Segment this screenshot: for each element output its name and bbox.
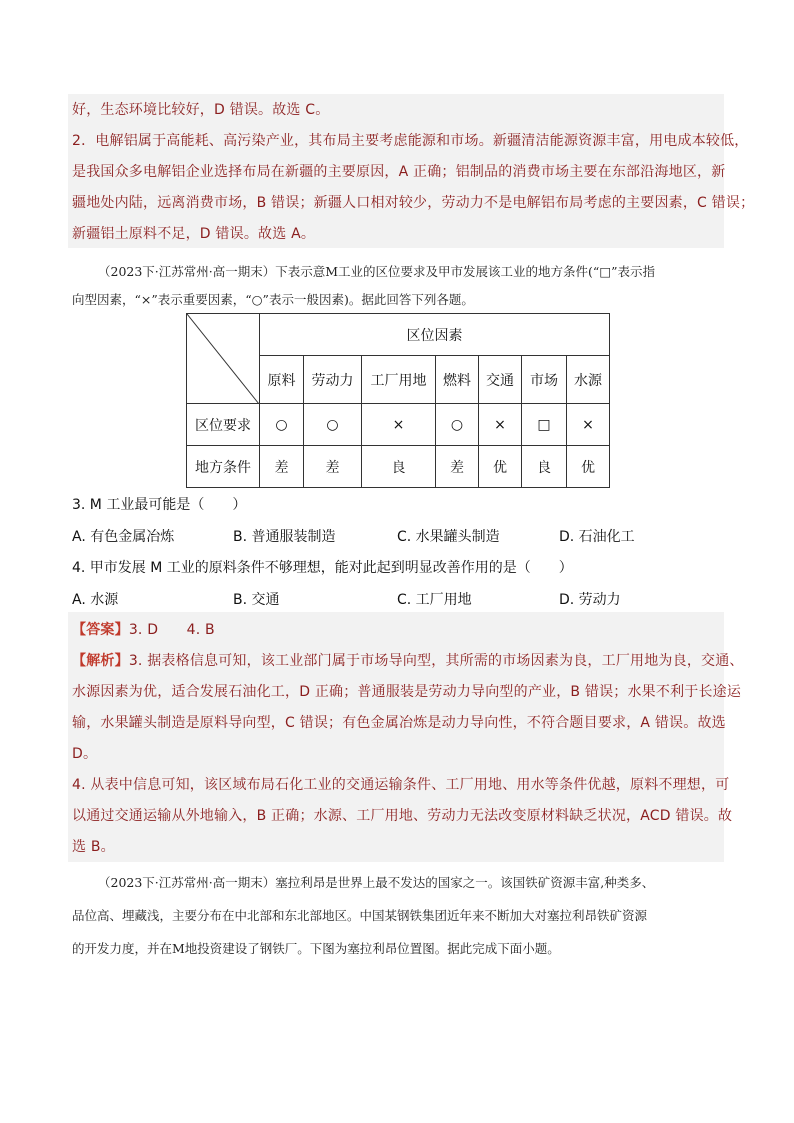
intro-line: （2023下·江苏常州·高一期末）下表示意M工业的区位要求及甲市发展该工业的地方条件(“□”表示指 (98, 264, 656, 279)
diagonal-line (187, 314, 259, 404)
analysis-line (72, 646, 744, 677)
table-cell: 差 (260, 446, 304, 488)
question-4-option-d: D. 劳动力 (559, 592, 621, 608)
analysis-line: D。 (72, 746, 98, 762)
question-3-option-a: A. 有色金属冶炼 (72, 529, 175, 545)
column-header: 市场 (522, 356, 567, 404)
table-cell: ○ (304, 404, 362, 446)
answer-line (72, 615, 215, 646)
question-intro (72, 258, 732, 314)
analysis-line: 4. 从表中信息可知，该区域布局石化工业的交通运输条件、工厂用地、用水等条件优越，原料不理想，可 (72, 777, 730, 793)
analysis-line: 以通过交通运输从外地输入，B 正确；水源、工厂用地、劳动力无法改变原材料缺乏状况，ACD 错误。故 (72, 808, 733, 824)
column-header: 原料 (260, 356, 304, 404)
question-4-option-c: C. 工厂用地 (397, 592, 472, 608)
column-header: 燃料 (436, 356, 479, 404)
row-label: 区位要求 (187, 404, 260, 446)
intro-line: 向型因素，“×”表示重要因素，“○”表示一般因素)。据此回答下列各题。 (72, 292, 474, 307)
intro-line: （2023下·江苏常州·高一期末）塞拉利昂是世界上最不发达的国家之一。该国铁矿资源丰富,种类多、 (98, 875, 655, 890)
table-cell: 良 (522, 446, 567, 488)
intro-line: 的开发力度，并在M地投资建设了钢铁厂。下图为塞拉利昂位置图。据此完成下面小题。 (72, 941, 560, 956)
answer-analysis-block (68, 612, 744, 862)
table-cell: □ (522, 404, 567, 446)
table-cell: 差 (304, 446, 362, 488)
analysis-line: 水源因素为优，适合发展石油化工，D 正确；普通服装是劳动力导向型的产业，B 错误；水果不利于长途运 (72, 684, 742, 700)
explanation-line: 新疆铝土原料不足，D 错误。故选 A。 (72, 226, 316, 242)
table-cell: 优 (479, 446, 522, 488)
table-cell: × (362, 404, 436, 446)
question-4-option-a: A. 水源 (72, 592, 119, 608)
question-4-option-b: B. 交通 (233, 592, 280, 608)
table-cell: × (567, 404, 610, 446)
column-header: 水源 (567, 356, 610, 404)
question-3-stem: 3. M 工业最可能是（ ） (72, 497, 247, 513)
answer-tag: 【答案】 (72, 622, 129, 638)
column-header: 工厂用地 (362, 356, 436, 404)
intro-line: 品位高、埋藏浅，主要分布在中北部和东北部地区。中国某钢铁集团近年来不断加大对塞拉利昂铁矿资源 (72, 908, 648, 923)
question-4-stem: 4. 甲市发展 M 工业的原料条件不够理想，能对此起到明显改善作用的是（ ） (72, 560, 573, 576)
question-intro-2 (72, 866, 732, 965)
question-3-option-d: D. 石油化工 (559, 529, 635, 545)
answer-value: 3. D 4. B (128, 622, 215, 638)
analysis-line: 选 B。 (72, 839, 115, 855)
question-3-option-c: C. 水果罐头制造 (397, 529, 500, 545)
table-cell: 良 (362, 446, 436, 488)
group-header: 区位因素 (260, 314, 610, 356)
column-header: 交通 (479, 356, 522, 404)
table-row (187, 404, 610, 446)
explanation-block (68, 94, 755, 248)
column-header: 劳动力 (304, 356, 362, 404)
row-label: 地方条件 (187, 446, 260, 488)
analysis-line: 输，水果罐头制造是原料导向型，C 错误；有色金属冶炼是动力导向性，不符合题目要求，A 错误。故选 (72, 715, 726, 731)
table-cell: ○ (436, 404, 479, 446)
diagonal-header-cell (187, 314, 260, 404)
table-cell: 优 (567, 446, 610, 488)
table-cell: 差 (436, 446, 479, 488)
explanation-line: 2．电解铝属于高能耗、高污染产业，其布局主要考虑能源和市场。新疆清洁能源资源丰富，用电成本较低， (72, 133, 749, 149)
explanation-line: 疆地处内陆，远离消费市场，B 错误；新疆人口相对较少，劳动力不是电解铝布局考虑的主要因素，C 错误； (72, 195, 755, 211)
table-row (187, 446, 610, 488)
analysis-tag: 【解析】 (72, 653, 129, 669)
table-cell: × (479, 404, 522, 446)
location-factor-table (186, 313, 610, 488)
question-3-option-b: B. 普通服装制造 (233, 529, 336, 545)
analysis-text: 3. 据表格信息可知，该工业部门属于市场导向型，其所需的市场因素为良，工厂用地为良，交通、 (128, 653, 744, 669)
table-cell: ○ (260, 404, 304, 446)
explanation-line: 是我国众多电解铝企业选择布局在新疆的主要原因，A 正确；铝制品的消费市场主要在东部沿海地区，新 (72, 164, 726, 180)
explanation-line: 好，生态环境比较好，D 错误。故选 C。 (72, 102, 330, 118)
